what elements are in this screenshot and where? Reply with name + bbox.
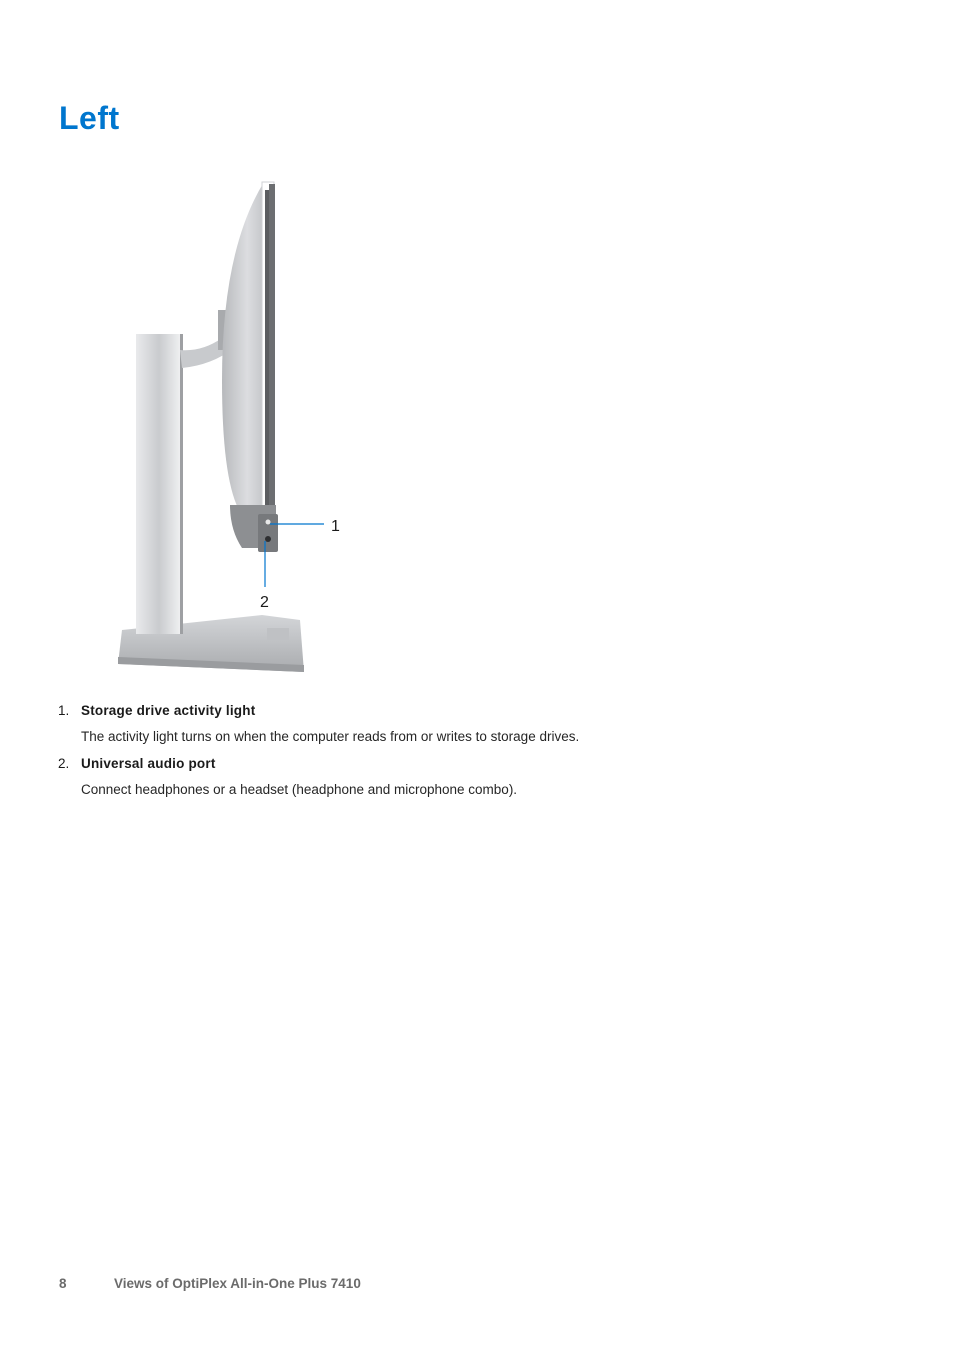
item-description: The activity light turns on when the computer reads from or writes to storage drives.	[81, 729, 580, 744]
list-item	[58, 756, 878, 797]
item-number: 2.	[58, 756, 70, 771]
stand-column	[136, 334, 182, 634]
computer-left-side-image	[62, 160, 372, 690]
page-footer	[59, 1276, 361, 1291]
callout-label-2: 2	[260, 594, 269, 611]
item-number: 1.	[58, 703, 70, 718]
item-title: Storage drive activity light	[81, 703, 256, 718]
item-description: Connect headphones or a headset (headphone and microphone combo).	[81, 782, 518, 797]
callout-label-1: 1	[331, 518, 340, 535]
page-number: 8	[59, 1276, 67, 1291]
component-list	[58, 703, 878, 797]
activity-light	[266, 520, 271, 525]
page-title: Left	[59, 100, 120, 136]
list-item	[58, 703, 878, 744]
monitor-back	[222, 182, 264, 512]
audio-jack	[265, 536, 271, 542]
item-title: Universal audio port	[81, 756, 216, 771]
footer-text: Views of OptiPlex All-in-One Plus 7410	[114, 1276, 361, 1291]
